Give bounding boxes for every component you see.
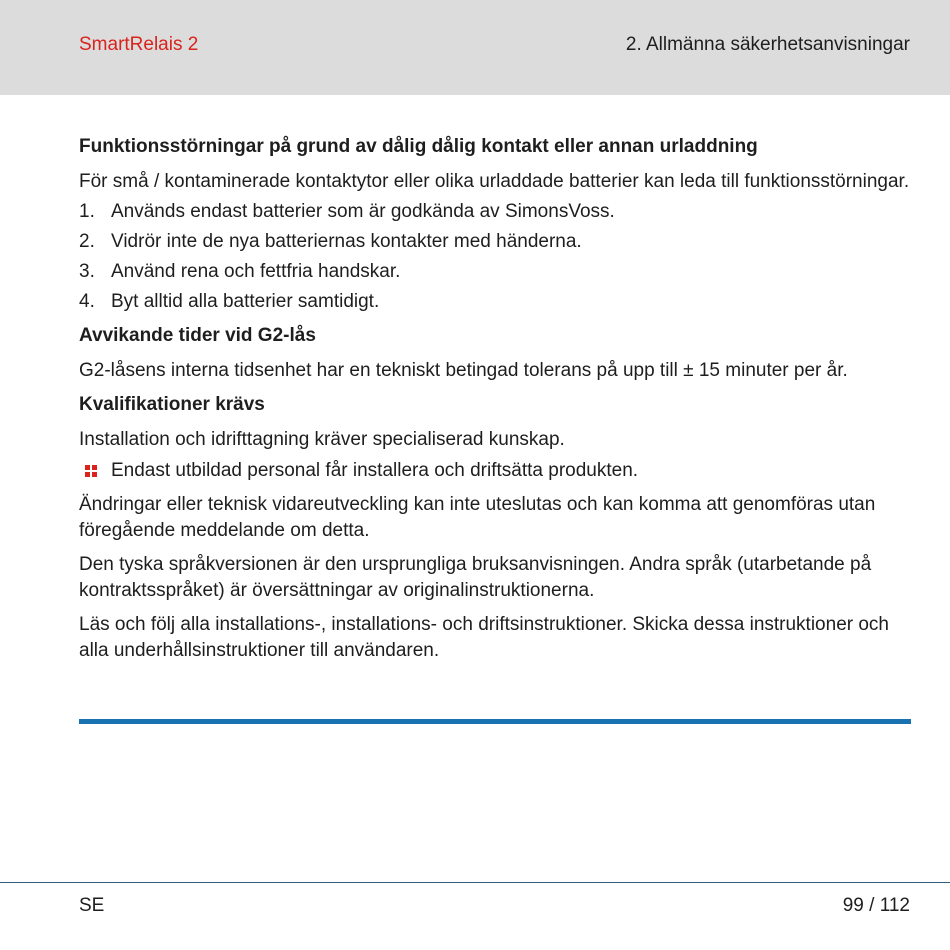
product-title: SmartRelais 2 [79, 34, 199, 55]
list-item-text: Endast utbildad personal får installera och driftsätta produkten. [111, 460, 639, 481]
page-number: 99 / 112 [842, 895, 910, 916]
footer-divider [0, 882, 950, 883]
list-item-text: Används endast batterier som är godkända av SimonsVoss. [111, 201, 615, 222]
page-content [79, 134, 911, 664]
paragraph-g2-times: G2-låsens interna tidsenhet har en tekniskt betingad tolerans på upp till ± 15 minuter per år. [79, 360, 848, 381]
section-title: 2. Allmänna säkerhetsanvisningar [625, 34, 910, 55]
list-item-number: 3. [79, 261, 95, 282]
list-item [79, 259, 911, 285]
section-divider [79, 719, 911, 724]
list-item-text: Byt alltid alla batterier samtidigt. [111, 291, 380, 312]
list-item [79, 458, 911, 484]
steps-list [79, 199, 911, 315]
paragraph-malfunctions: För små / kontaminerade kontaktytor eller olika urladdade batterier kan leda till funktionsstörningar. [79, 171, 910, 192]
paragraph-changes: Ändringar eller teknisk vidareutveckling kan inte uteslutas och kan komma att genomföras utan föregående meddelande om detta. [79, 494, 876, 541]
list-item-number: 2. [79, 231, 95, 252]
list-item-text: Vidrör inte de nya batteriernas kontakter med händerna. [111, 231, 582, 252]
list-item-number: 1. [79, 201, 95, 222]
footer-language: SE [79, 895, 105, 916]
list-item-number: 4. [79, 291, 95, 312]
paragraph-qualifications: Installation och idrifttagning kräver specialiserad kunskap. [79, 429, 565, 450]
heading-g2-times: Avvikande tider vid G2-lås [79, 325, 316, 346]
heading-qualifications: Kvalifikationer krävs [79, 394, 265, 415]
heading-malfunctions: Funktionsstörningar på grund av dålig dålig kontakt eller annan urladdning [79, 136, 758, 157]
bullet-list [79, 458, 911, 484]
red-square-bullet-icon [79, 458, 111, 484]
list-item [79, 289, 911, 315]
paragraph-instructions: Läs och följ alla installations-, installations- och driftsinstruktioner. Skicka dessa instruktioner och alla underhållsinstruktioner till användaren. [79, 614, 889, 661]
paragraph-language-version: Den tyska språkversionen är den ursprungliga bruksanvisningen. Andra språk (utarbetande på kontraktsspråket) är översättningar av originalinstruktionerna. [79, 554, 872, 601]
list-item [79, 229, 911, 255]
page-header [0, 0, 950, 95]
list-item-text: Använd rena och fettfria handskar. [111, 261, 401, 282]
list-item [79, 199, 911, 225]
